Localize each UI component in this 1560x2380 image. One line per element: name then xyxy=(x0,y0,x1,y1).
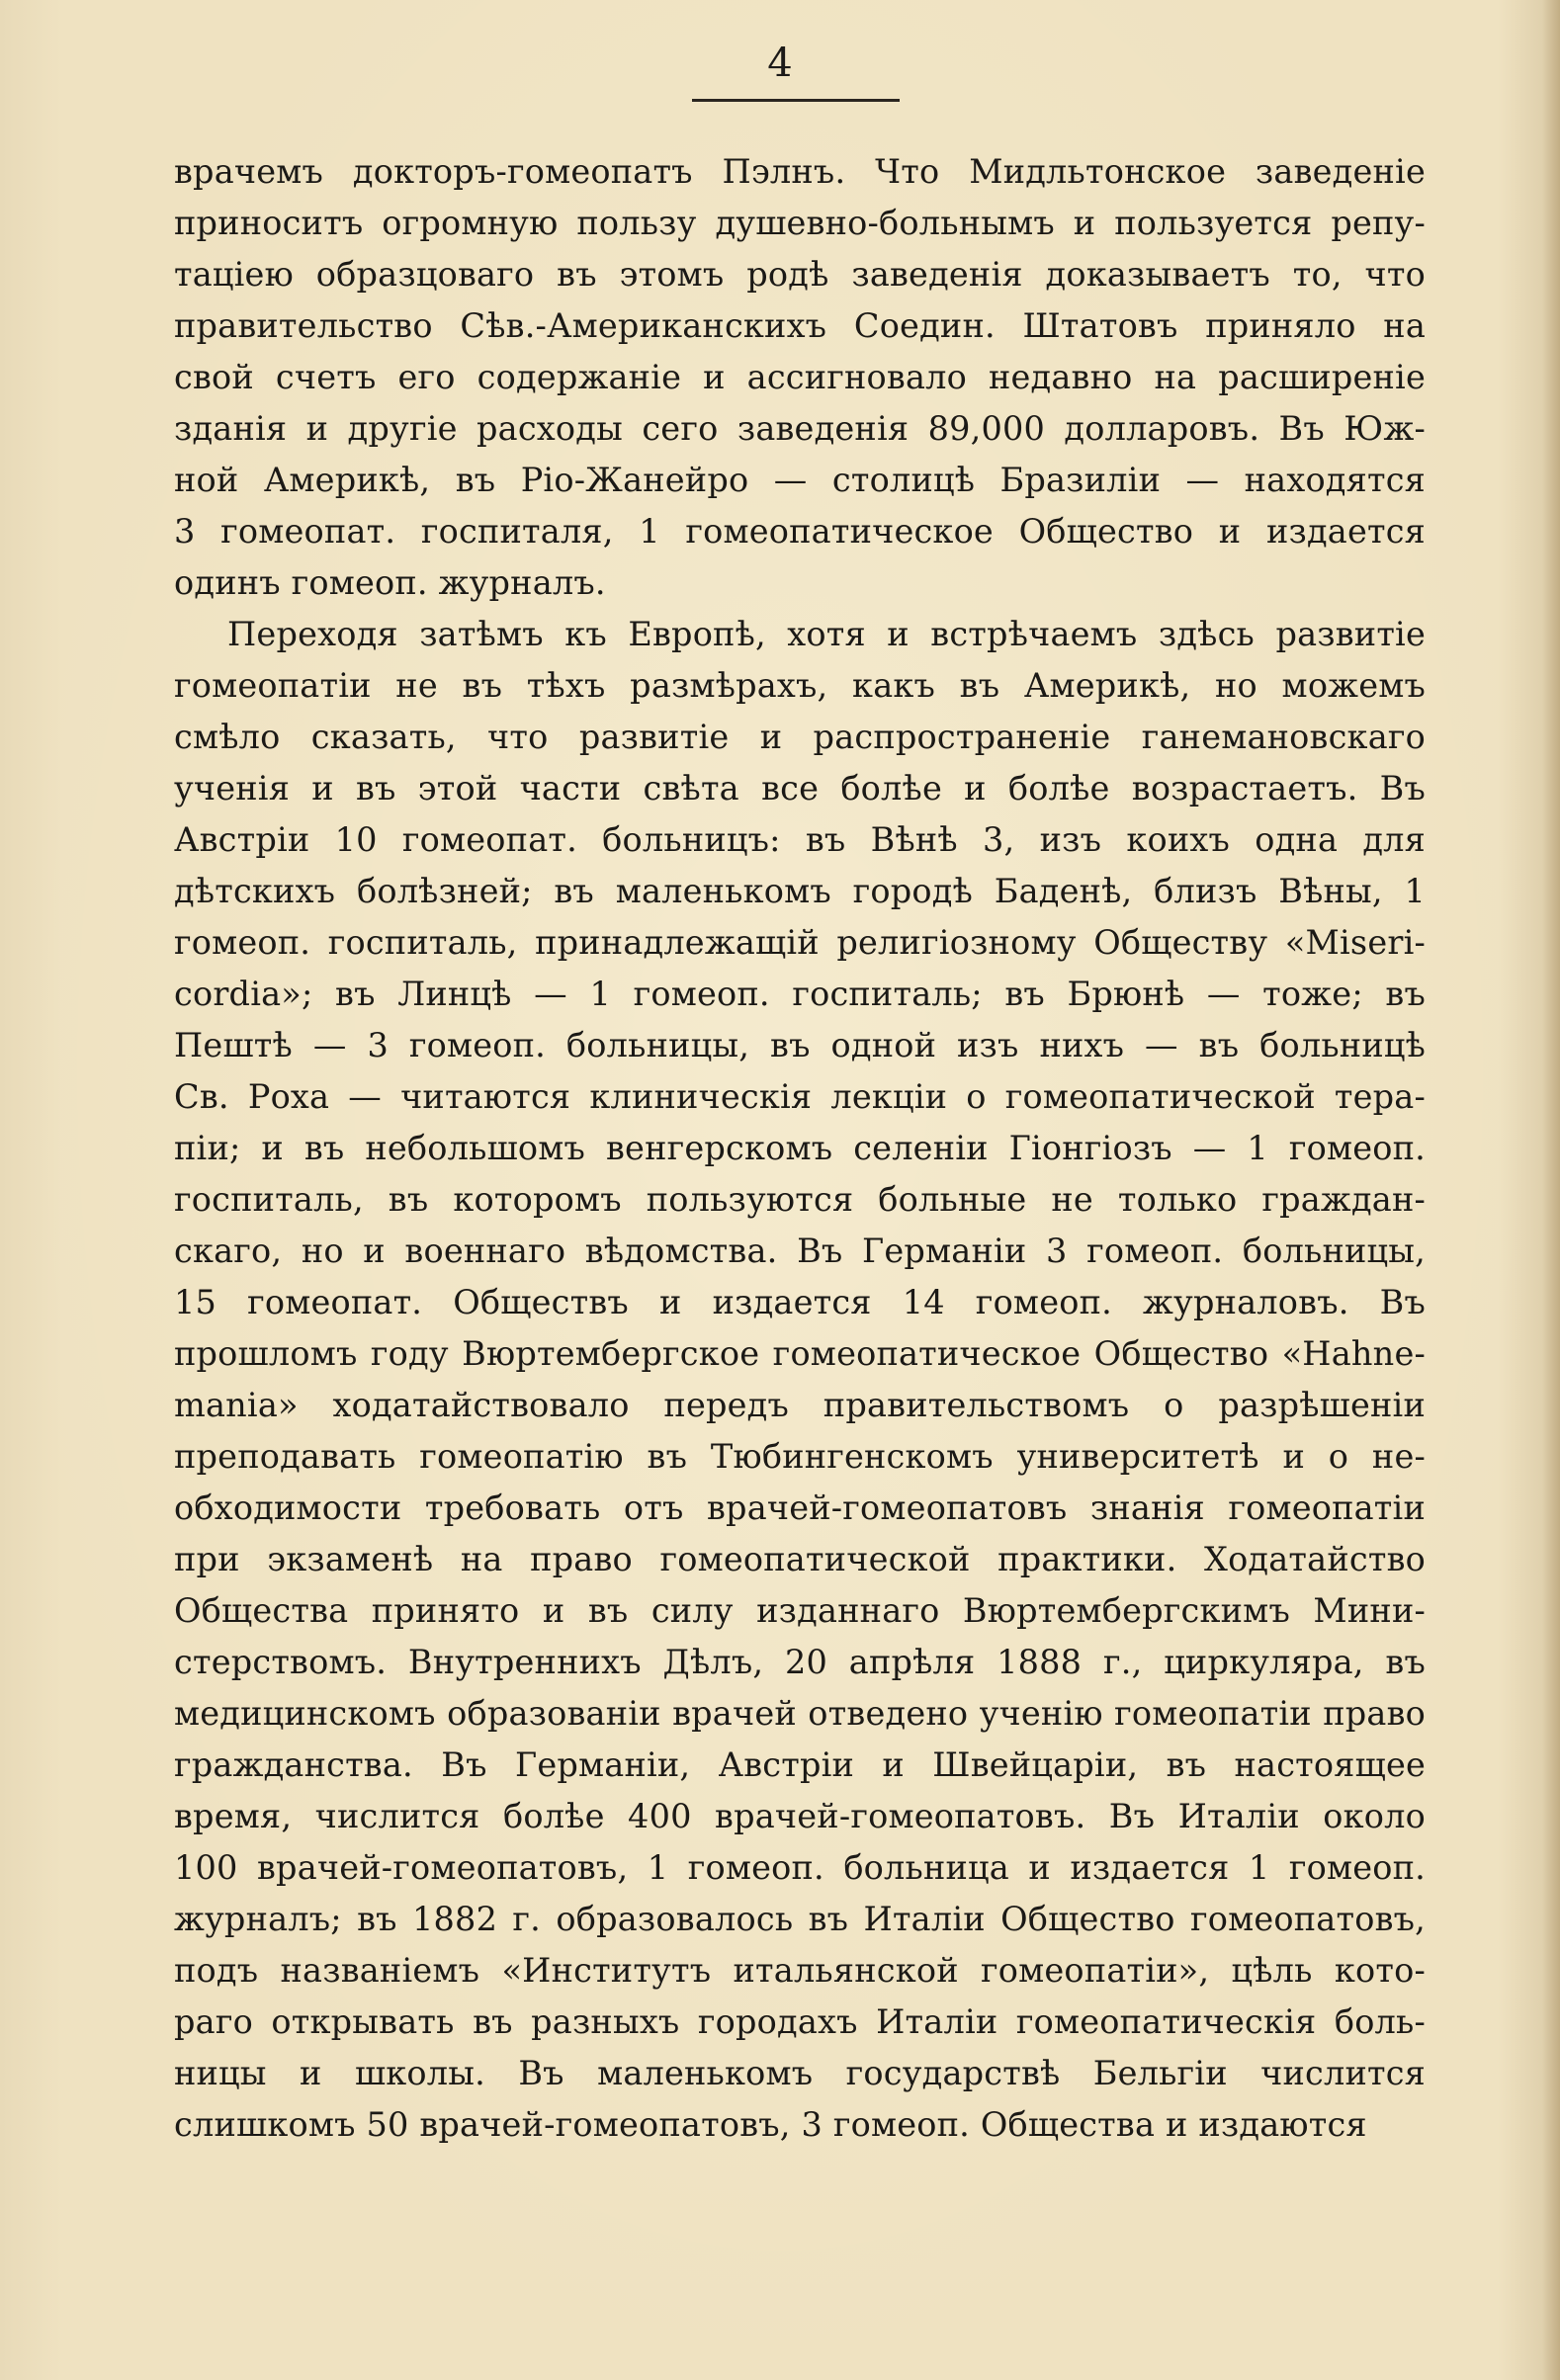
text-line: подъ названіемъ «Институтъ итальянской гомеопатіи», цѣль кото- xyxy=(174,1951,1426,1990)
text-line: Австріи 10 гомеопат. больницъ: въ Вѣнѣ 3, изъ коихъ одна для xyxy=(174,820,1426,859)
page-edge-shadow xyxy=(1542,0,1560,2380)
text-line: гомеопатіи не въ тѣхъ размѣрахъ, какъ въ Америкѣ, но можемъ xyxy=(174,666,1426,705)
text-line: дѣтскихъ болѣзней; въ маленькомъ городѣ Баденѣ, близъ Вѣны, 1 xyxy=(174,872,1426,910)
text-line: таціею образцоваго въ этомъ родѣ заведенія доказываетъ то, что xyxy=(174,255,1426,294)
text-line: 15 гомеопат. Обществъ и издается 14 гомеоп. журналовъ. Въ xyxy=(174,1283,1426,1321)
text-line: гражданства. Въ Германіи, Австріи и Швейцаріи, въ настоящее xyxy=(174,1745,1426,1784)
text-line: правительство Сѣв.-Американскихъ Соедин. Штатовъ приняло на xyxy=(174,306,1426,345)
text-line: прошломъ году Вюртембергское гомеопатическое Общество «Hahne- xyxy=(174,1334,1426,1373)
text-line: 100 врачей-гомеопатовъ, 1 гомеоп. больница и издается 1 гомеоп. xyxy=(174,1848,1426,1887)
text-line: смѣло сказать, что развитіе и распространеніе ганемановскаго xyxy=(174,718,1426,756)
text-line: госпиталь, въ которомъ пользуются больные не только граждан- xyxy=(174,1180,1426,1219)
page-number: 4 xyxy=(767,41,793,86)
text-line: раго открывать въ разныхъ городахъ Италіи гомеопатическія боль- xyxy=(174,2002,1426,2041)
body-text xyxy=(174,146,1426,2151)
text-line: ницы и школы. Въ маленькомъ государствѣ Бельгіи числится xyxy=(174,2054,1426,2092)
paragraph xyxy=(174,146,1426,609)
text-line: одинъ гомеоп. журналъ. xyxy=(174,563,606,602)
text-line: преподавать гомеопатію въ Тюбингенскомъ университетѣ и о не- xyxy=(174,1437,1426,1476)
text-line: при экзаменѣ на право гомеопатической практики. Ходатайство xyxy=(174,1540,1426,1578)
text-line: піи; и въ небольшомъ венгерскомъ селеніи Гіонгіозъ — 1 гомеоп. xyxy=(174,1129,1426,1167)
text-line: 3 гомеопат. госпиталя, 1 гомеопатическое Общество и издается xyxy=(174,512,1426,551)
paragraph xyxy=(174,609,1426,2151)
text-line: журналъ; въ 1882 г. образовалось въ Италіи Общество гомеопатовъ, xyxy=(174,1900,1426,1938)
text-line: приноситъ огромную пользу душевно-больнымъ и пользуется репу- xyxy=(174,204,1426,242)
text-line: медицинскомъ образованіи врачей отведено ученію гомеопатіи право xyxy=(174,1694,1426,1733)
page-number-rule xyxy=(692,99,900,102)
text-line: Св. Роха — читаются клиническія лекціи о гомеопатической тера- xyxy=(174,1077,1426,1116)
text-line: Переходя затѣмъ къ Европѣ, хотя и встрѣчаемъ здѣсь развитіе xyxy=(227,615,1426,653)
text-line: слишкомъ 50 врачей-гомеопатовъ, 3 гомеоп. Общества и издаются xyxy=(174,2105,1367,2144)
text-line: гомеоп. госпиталь, принадлежащій религіозному Обществу «Miseri- xyxy=(174,923,1426,962)
text-line: время, числится болѣе 400 врачей-гомеопатовъ. Въ Италіи около xyxy=(174,1797,1426,1835)
text-line: стерствомъ. Внутреннихъ Дѣлъ, 20 апрѣля 1888 г., циркуляра, въ xyxy=(174,1643,1426,1681)
text-line: Общества принято и въ силу изданнаго Вюртембергскимъ Мини- xyxy=(174,1591,1426,1630)
text-line: Пештѣ — 3 гомеоп. больницы, въ одной изъ нихъ — въ больницѣ xyxy=(174,1026,1426,1064)
text-line: скаго, но и военнаго вѣдомства. Въ Германіи 3 гомеоп. больницы, xyxy=(174,1232,1426,1270)
text-line: cordia»; въ Линцѣ — 1 гомеоп. госпиталь; въ Брюнѣ — тоже; въ xyxy=(174,975,1426,1013)
text-line: mania» ходатайствовало передъ правительствомъ о разрѣшеніи xyxy=(174,1386,1426,1424)
text-line: обходимости требовать отъ врачей-гомеопатовъ знанія гомеопатіи xyxy=(174,1488,1426,1527)
text-line: ученія и въ этой части свѣта все болѣе и болѣе возрастаетъ. Въ xyxy=(174,769,1426,808)
text-line: ной Америкѣ, въ Ріо-Жанейро — столицѣ Бразиліи — находятся xyxy=(174,461,1426,499)
text-line: свой счетъ его содержаніе и ассигновало недавно на расширеніе xyxy=(174,358,1426,396)
text-line: зданія и другіе расходы сего заведенія 89,000 долларовъ. Въ Юж- xyxy=(174,409,1426,448)
text-line: врачемъ докторъ-гомеопатъ Пэлнъ. Что Мидльтонское заведеніе xyxy=(174,152,1426,191)
